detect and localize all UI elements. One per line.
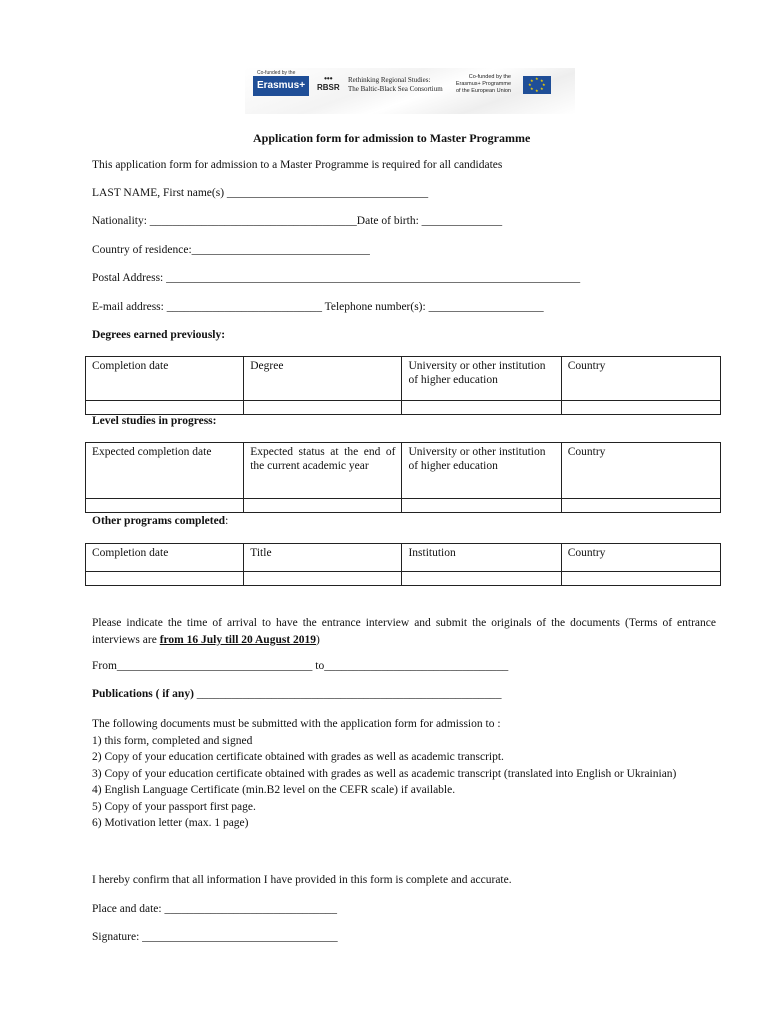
eu-caption-line1: Co-funded by the — [468, 74, 511, 80]
confirmation-text: I hereby confirm that all information I have provided in this form is complete and accurate. — [92, 874, 512, 886]
degrees-col-university: University or other institution of higher education — [402, 357, 561, 401]
arrival-close: ) — [316, 633, 320, 646]
nationality-dob-field[interactable]: Nationality: ____________________________________Date of birth: ______________ — [92, 215, 503, 227]
eu-caption-line3: of the European Union — [455, 88, 511, 94]
erasmus-caption: Co-funded by the — [257, 70, 296, 76]
degrees-header-row — [86, 357, 721, 401]
degrees-table — [85, 356, 721, 415]
publications-label: Publications ( if any) — [92, 688, 194, 700]
degrees-cell-degree[interactable] — [244, 401, 402, 415]
page-title: Application form for admission to Master Programme — [253, 131, 531, 145]
documents-item-6: 6) Motivation letter (max. 1 page) — [92, 817, 249, 829]
other-cell-country[interactable] — [561, 572, 720, 586]
other-cell-institution[interactable] — [402, 572, 561, 586]
documents-block — [92, 716, 716, 832]
level-cell-status[interactable] — [244, 499, 402, 513]
degrees-cell-completion[interactable] — [86, 401, 244, 415]
level-table — [85, 442, 721, 513]
eu-caption — [455, 74, 511, 95]
arrival-paragraph — [92, 615, 716, 648]
other-col-completion: Completion date — [86, 544, 244, 572]
arrival-dates: from 16 July till 20 August 2019 — [159, 633, 317, 646]
degrees-col-degree: Degree — [244, 357, 402, 401]
other-col-country: Country — [561, 544, 720, 572]
degrees-input-row — [86, 401, 721, 415]
level-cell-country[interactable] — [561, 499, 720, 513]
signature-field[interactable]: Signature: __________________________________ — [92, 931, 338, 943]
other-col-institution: Institution — [402, 544, 561, 572]
other-input-row — [86, 572, 721, 586]
degrees-heading: Degrees earned previously: — [92, 329, 226, 341]
documents-item-5: 5) Copy of your passport first page. — [92, 800, 256, 813]
rbsr-caption-line2: The Baltic-Black Sea Consortium — [348, 85, 443, 93]
intro-text: This application form for admission to a Master Programme is required for all candidates — [92, 159, 503, 171]
place-date-field[interactable]: Place and date: ______________________________ — [92, 903, 337, 915]
level-cell-completion[interactable] — [86, 499, 244, 513]
level-col-status: Expected status at the end of the current academic year — [244, 443, 402, 499]
degrees-col-completion: Completion date — [86, 357, 244, 401]
from-to-field[interactable]: From__________________________________ to________________________________ — [92, 660, 509, 672]
eu-caption-line2: Erasmus+ Programme — [455, 81, 511, 87]
rbsr-caption-line1: Rethinking Regional Studies: — [348, 76, 431, 84]
header-logos — [245, 68, 575, 114]
documents-item-2: 2) Copy of your education certificate obtained with grades as well as academic transcript. — [92, 751, 504, 763]
rbsr-dots-icon: ••• — [324, 74, 333, 83]
other-col-title: Title — [244, 544, 402, 572]
documents-item-1: 1) this form, completed and signed — [92, 734, 253, 747]
documents-item-3: 3) Copy of your education certificate obtained with grades as well as academic transcript (translated into English or Ukrainian) — [92, 767, 677, 780]
level-heading: Level studies in progress: — [92, 415, 217, 427]
other-heading: Other programs completed — [92, 515, 226, 527]
level-col-completion: Expected completion date — [86, 443, 244, 499]
rbsr-caption — [348, 76, 443, 94]
degrees-cell-university[interactable] — [402, 401, 561, 415]
rbsr-logo — [317, 74, 340, 92]
erasmus-logo: Erasmus+ — [253, 76, 309, 96]
email-phone-field[interactable]: E-mail address: ___________________________ Telephone number(s): ____________________ — [92, 301, 544, 313]
documents-intro: The following documents must be submitted with the application form for admission to : — [92, 718, 501, 730]
level-col-country: Country — [561, 443, 720, 499]
other-heading-colon: : — [225, 515, 229, 527]
degrees-col-country: Country — [561, 357, 720, 401]
arrival-text: Please indicate the time of arrival to have the entrance interview and submit the originals of the documents (Terms of entrance interviews are — [92, 617, 716, 646]
level-header-row — [86, 443, 721, 499]
postal-address-field[interactable]: Postal Address: ________________________________________________________________________ — [92, 272, 581, 284]
other-table — [85, 543, 721, 586]
publications-field[interactable] — [92, 688, 502, 700]
degrees-cell-country[interactable] — [561, 401, 720, 415]
other-header-row — [86, 544, 721, 572]
other-heading-wrap — [92, 515, 228, 527]
other-cell-title[interactable] — [244, 572, 402, 586]
level-input-row — [86, 499, 721, 513]
publications-line: _____________________________________________________ — [193, 688, 502, 700]
rbsr-logo-text: RBSR — [317, 83, 340, 92]
residence-field[interactable]: Country of residence:_______________________________ — [92, 244, 370, 256]
name-field[interactable]: LAST NAME, First name(s) ___________________________________ — [92, 187, 429, 199]
other-cell-completion[interactable] — [86, 572, 244, 586]
level-col-university: University or other institution of higher education — [402, 443, 561, 499]
documents-item-4: 4) English Language Certificate (min.B2 level on the CEFR scale) if available. — [92, 784, 456, 796]
level-cell-university[interactable] — [402, 499, 561, 513]
eu-flag-icon: ★ ★ ★ ★ ★ ★ ★ ★ — [523, 76, 551, 94]
